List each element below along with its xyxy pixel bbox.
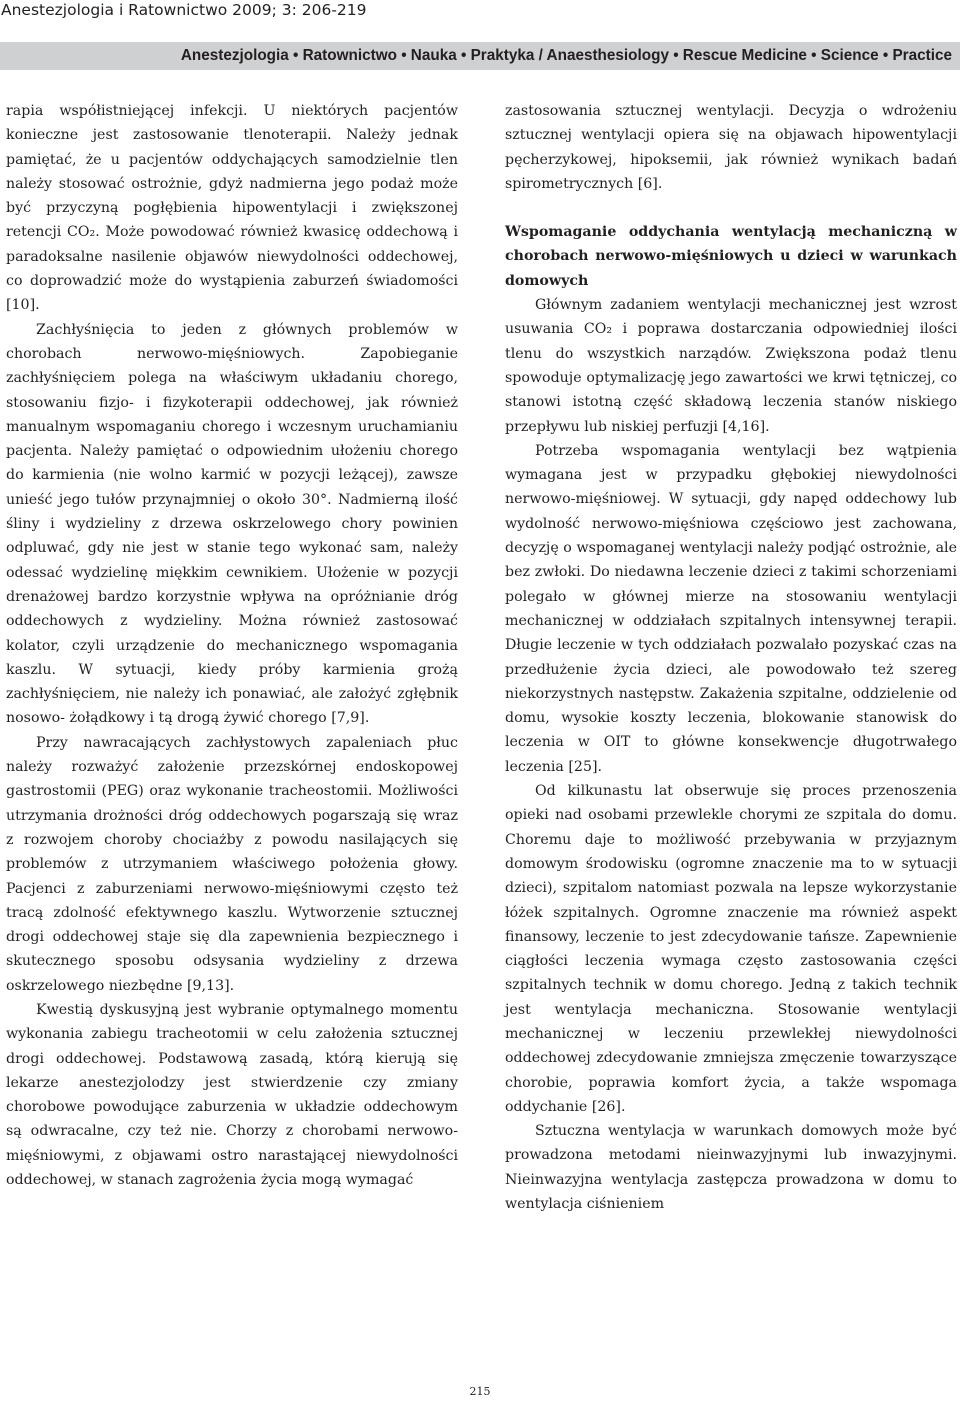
banner-text: Anestezjologia • Ratownictwo • Nauka • Praktyka / Anaesthesiology • Rescue Medicine • Science • Practice — [180, 47, 952, 64]
paragraph: Kwestią dyskusyjną jest wybranie optymalnego momentu wykonania zabiegu tracheotomii w celu założenia sztucznej drogi oddechowej. Podstawową zasadą, którą kierują się lekarze anestezjolodzy jest stwierdzenie czy zmiany chorobowe powodujące zaburzenia w układzie oddechowym są odwracalne, czy też nie. Chorzy z chorobami nerwowo-mięśniowymi, z objawami ostro narastającej niewydolności oddechowej, w stanach zagrożenia życia mogą wymagać — [6, 1001, 458, 1189]
paragraph: rapia współistniejącej infekcji. U niektórych pacjentów konieczne jest zastosowanie tlenoterapii. Należy jednak pamiętać, że u pacjentów oddychających samodzielnie tlen należy stosować ostrożnie, gdyż nadmierna jego podaż może być przyczyną pogłębienia hipowentylacji i zwiększonej retencji CO₂. Może powodować również kwasicę oddechową i paradoksalne nasilenie objawów niewydolności oddechowej, co doprowadzić może do wystąpienia zaburzeń świadomości [10]. — [6, 103, 458, 314]
left-column — [6, 99, 458, 1192]
paragraph: zastosowania sztucznej wentylacji. Decyzja o wdrożeniu sztucznej wentylacji opiera się na objawach hipowentylacji pęcherzykowej, hipoksemii, jak również wynikach badań spirometrycznych [6]. — [505, 103, 957, 192]
section-heading: Wspomaganie oddychania wentylacją mechaniczną w chorobach nerwowo-mięśniowych u dzieci w warunkach domowych — [505, 224, 957, 289]
paragraph: Potrzeba wspomagania wentylacji bez wątpienia wymagana jest w przypadku głębokiej niewydolności nerwowo-mięśniowej. W sytuacji, gdy napęd oddechowy lub wydolność nerwowo-mięśniowa częściowo jest zachowana, decyzję o wspomaganej wentylacji należy podjąć ostrożnie, ale bez zwłoki. Do niedawna leczenie dzieci z takimi schorzeniami polegało w głównej mierze na stosowaniu wentylacji mechanicznej w oddziałach szpitalnych intensywnej terapii. Długie leczenie w tych oddziałach pozwalało pozyskać czas na przedłużenie życia dzieci, ale powodowało też szereg niekorzystnych następstw. Zakażenia szpitalne, oddzielenie od domu, wysokie koszty leczenia, blokowanie stanowisk do leczenia w OIT to główne konsekwencje długotrwałego leczenia [25]. — [505, 442, 957, 775]
right-column — [505, 99, 957, 1216]
paragraph: Głównym zadaniem wentylacji mechanicznej jest wzrost usuwania CO₂ i poprawa dostarczania odpowiedniej ilości tlenu do wszystkich narządów. Zwiększona podaż tlenu spowoduje optymalizację jego zawartości we krwi tętniczej, co stanowi istotną część składową leczenia stanów niskiego przepływu lub niskiej perfuzji [4,16]. — [505, 297, 957, 435]
journal-reference: Anestezjologia i Ratownictwo 2009; 3: 206-219 — [1, 1, 367, 19]
page-number: 215 — [469, 1385, 491, 1398]
journal-banner — [0, 42, 960, 70]
paragraph: Sztuczna wentylacja w warunkach domowych może być prowadzona metodami nieinwazyjnymi lub inwazyjnymi. Nieinwazyjna wentylacja zastępcza prowadzona w domu to wentylacja ciśnieniem — [505, 1123, 957, 1213]
paragraph: Zachłyśnięcia to jeden z głównych problemów w chorobach nerwowo-mięśniowych. Zapobieganie zachłyśnięciem polega na właściwym układaniu chorego, stosowaniu fizjo- i fizykoterapii oddechowej, jak również manualnym wspomaganiu chorego i wczesnym uruchamianiu pacjenta. Należy pamiętać o odpowiednim ułożeniu chorego do karmienia (nie wolno karmić w pozycji leżącej), zawsze unieść jego tułów przynajmniej o około 30°. Nadmierną ilość śliny i wydzieliny z drzewa oskrzelowego chory powinien odpluwać, gdy nie jest w stanie tego wykonać sam, należy odessać wydzielinę miękkim cewnikiem. Ułożenie w pozycji drenażowej bardzo korzystnie wpływa na opróżnianie dróg oddechowych z wydzieliny. Można również zastosować kolator, czyli urządzenie do mechanicznego wspomagania kaszlu. W sytuacji, kiedy próby karmienia grożą zachłyśnięciem, nie należy ich ponawiać, ale założyć zgłębnik nosowo- żołądkowy i tą drogą żywić chorego [7,9]. — [6, 321, 458, 727]
paragraph: Od kilkunastu lat obserwuje się proces przenoszenia opieki nad osobami przewlekle chorymi ze szpitala do domu. Choremu daje to możliwość przebywania w przyjaznym domowym środowisku (ogromne znaczenie ma to w sytuacji dzieci), szpitalom natomiast pozwala na lepsze wykorzystanie łóżek szpitalnych. Ogromne znaczenie ma również aspekt finansowy, leczenie to jest zdecydowanie tańsze. Zapewnienie ciągłości leczenia wymaga często zastosowania części szpitalnych technik w domu chorego. Jedną z takich technik jest wentylacja mechaniczna. Stosowanie wentylacji mechanicznej w leczeniu przewlekłej niewydolności oddechowej zdecydowanie zmniejsza zmęczenie towarzyszące chorobie, poprawia komfort życia, a także wspomaga oddychanie [26]. — [505, 783, 957, 1115]
paragraph: Przy nawracających zachłystowych zapaleniach płuc należy rozważyć założenie przezskórnej endoskopowej gastrostomii (PEG) oraz wykonanie tracheostomii. Możliwości utrzymania drożności dróg oddechowych pogarszają się wraz z rozwojem choroby chociażby z powodu nasilających się problemów z utrzymaniem właściwego położenia głowy. Pacjenci z zaburzeniami nerwowo-mięśniowymi często też tracą zdolność efektywnego kaszlu. Wytworzenie sztucznej drogi oddechowej staje się dla zapewnienia bezpiecznego i skutecznego sposobu odsysania wydzieliny z drzewa oskrzelowego niezbędne [9,13]. — [6, 734, 458, 994]
